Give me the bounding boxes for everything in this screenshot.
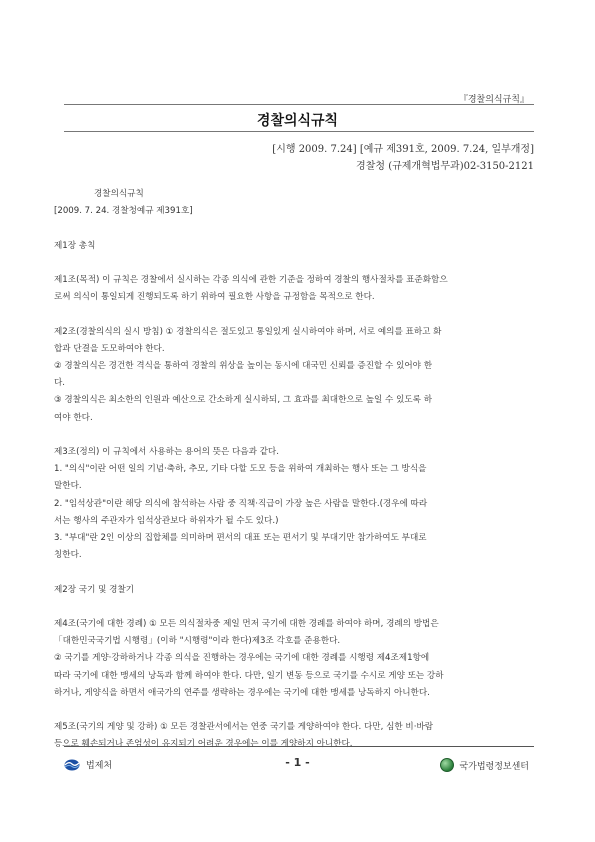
article-4-line-1: 제4조(국기에 대한 경례) ① 모든 의식절차중 제일 먼저 국기에 대한 경례를 하여야 하며, 경례의 방법은 <box>54 618 439 629</box>
globe-logo-icon <box>440 758 454 772</box>
revision-line: [시행 2009. 7.24] [예규 제391호, 2009. 7.24, 일부개정] <box>272 144 534 155</box>
title-rule <box>64 131 534 132</box>
article-3-line-5: 서는 행사의 주관자가 임석상관보다 하위자가 될 수도 있다.) <box>54 515 279 526</box>
footer-right <box>440 758 529 772</box>
article-2-line-5: ③ 경찰의식은 최소한의 인원과 예산으로 간소하게 실시하되, 그 효과를 최대한으로 높일 수 있도록 하 <box>54 395 433 406</box>
doc-ref: [2009. 7. 24. 경찰청예규 제391호] <box>54 206 193 217</box>
article-4-line-3: ② 국기를 게양·강하하거나 각종 의식을 진행하는 경우에는 국기에 대한 경례를 시행령 제4조제1항에 <box>54 653 430 664</box>
article-5-line-1: 제5조(국기의 게양 및 강하) ① 모든 경찰관서에서는 연중 국기를 게양하여야 한다. 다만, 심한 비·바람 <box>54 722 434 733</box>
footer-rule <box>64 746 534 747</box>
article-2-line-1: 제2조(경찰의식의 실시 방침) ① 경찰의식은 절도있고 통일있게 실시하여야 하며, 서로 예의를 표하고 화 <box>54 326 442 337</box>
article-3-line-6: 3. "부대"란 2인 이상의 집합체를 의미하며 편서의 대표 또는 편서기 및 부대기만 참가하여도 부대로 <box>54 533 427 543</box>
contact-line: 경찰청 (규제개혁법무과)02-3150-2121 <box>356 161 534 172</box>
article-3-line-4: 2. "임석상관"이란 해당 의식에 참석하는 사람 중 직책·직급이 가장 높은 사람을 말한다.(경우에 따라 <box>54 498 428 509</box>
doc-name: 경찰의식규칙 <box>94 189 144 199</box>
article-3-line-7: 칭한다. <box>54 550 82 561</box>
article-3-line-1: 제3조(정의) 이 규칙에서 사용하는 용어의 뜻은 다음과 같다. <box>54 446 279 457</box>
chapter-2-heading: 제2장 국기 및 경찰기 <box>54 584 135 595</box>
chapter-1-heading: 제1장 총칙 <box>54 240 96 251</box>
article-1-line-2: 로써 의식이 통일되게 진행되도록 하기 위하여 필요한 사항을 규정함을 목적으로 한다. <box>54 292 375 303</box>
header-rule <box>64 104 534 105</box>
article-2-line-4: 다. <box>54 378 66 389</box>
document-body <box>54 186 538 754</box>
article-2-line-3: ② 경찰의식은 경건한 격식을 통하여 경찰의 위상을 높이는 동시에 대국민 신뢰를 증진할 수 있어야 한 <box>54 360 433 371</box>
footer-right-label: 국가법령정보센터 <box>459 761 529 772</box>
article-4-line-2: 「대한민국국기법 시행령」(이하 "시행령"이라 한다)제3조 각호를 준용한다. <box>54 636 341 647</box>
article-4-line-4: 따라 국기에 대한 맹세의 낭독과 함께 하여야 한다. 다만, 일기 변동 등으로 국기를 수시로 게양 또는 강하 <box>54 670 444 681</box>
page-title: 경찰의식규칙 <box>256 113 339 129</box>
header-tag: 『경찰의식규칙』 <box>458 95 529 105</box>
article-2-line-2: 합과 단결을 도모하여야 한다. <box>54 343 165 354</box>
article-3-line-2: 1. "의식"이란 어떤 일의 기념·축하, 추모, 기타 다할 도모 등을 위하여 개최하는 행사 또는 그 방식을 <box>54 464 427 475</box>
article-4-line-5: 하거나, 게양식을 하면서 애국가의 연주를 생략하는 경우에는 국기에 대한 맹세를 낭독하지 아니한다. <box>54 687 430 698</box>
article-2-line-6: 여야 한다. <box>54 412 93 423</box>
page-number: - 1 - <box>285 756 310 769</box>
footer-left-label: 법제처 <box>86 761 113 771</box>
article-3-line-3: 말한다. <box>54 481 82 492</box>
article-1-line-1: 제1조(목적) 이 규칙은 경찰에서 실시하는 각종 의식에 관한 기준을 정하여 경찰의 행사절차를 표준화함으 <box>54 274 448 285</box>
article-5-line-2: 등으로 훼손되거나 존엄성이 유지되기 어려운 경우에는 이를 게양하지 아니한다. <box>54 739 353 750</box>
